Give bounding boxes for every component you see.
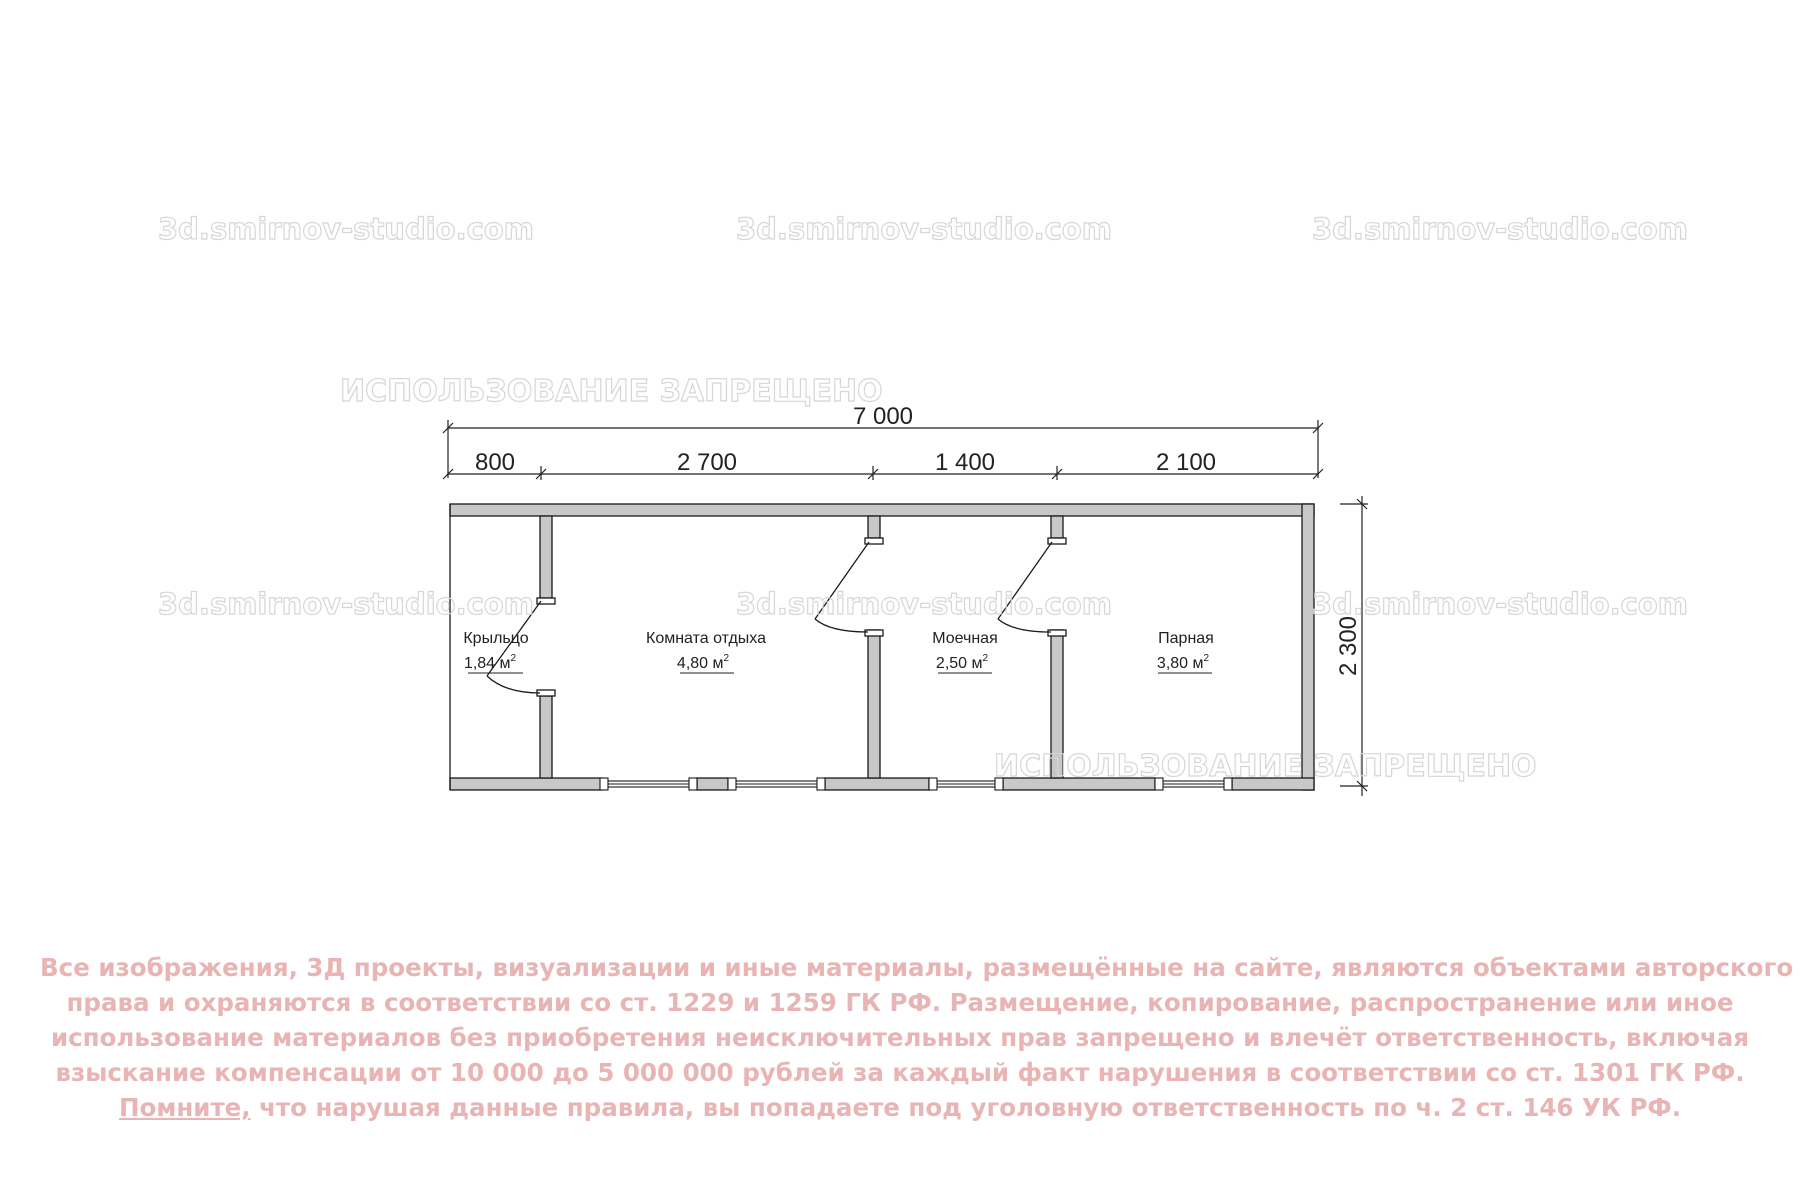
room-area: 2,50 $м^2$ [935, 653, 989, 672]
notice-line: использование материалов без приобретения неисключительных прав запрещено и влечёт ответственность, включая [50, 1023, 1750, 1052]
copyright-notice [40, 950, 1794, 1125]
room-name: Комната отдыха [646, 630, 766, 647]
watermark-url: 3d.smirnov-studio.com [1312, 587, 1688, 621]
walls [450, 504, 1314, 790]
segment-steam-label: 2 100 [1155, 449, 1217, 476]
remember-link[interactable]: Помните, [118, 1093, 251, 1122]
watermark-url: 3d.smirnov-studio.com [736, 587, 1112, 621]
room-rest [646, 630, 766, 673]
notice-line: взыскание компенсации от 10 000 до 5 000 000 рублей за каждый факт нарушения в соответствии со ст. 1301 ГК РФ. [55, 1058, 1745, 1087]
watermark-url: 3d.smirnov-studio.com [158, 587, 534, 621]
room-area: 3,80 $м^2$ [1156, 653, 1210, 672]
watermark-url: 3d.smirnov-studio.com [158, 212, 534, 246]
room-area: 1,84 $м^2$ [463, 653, 517, 672]
room-steam [1157, 630, 1214, 673]
notice-line: Все изображения, 3Д проекты, визуализации и иные материалы, размещённые на сайте, являются объектами авторского [40, 953, 1794, 982]
watermark-prohibited: ИСПОЛЬЗОВАНИЕ ЗАПРЕЩЕНО [994, 749, 1537, 784]
room-name: Крыльцо [463, 630, 529, 647]
height-label: 2 300 [1335, 615, 1362, 677]
room-porch [463, 630, 528, 673]
room-area: 4,80 $м^2$ [676, 653, 730, 672]
room-name: Моечная [932, 630, 998, 647]
porch-door-swing [487, 676, 540, 693]
notice-line: права и охраняются в соответствии со ст. 1229 и 1259 ГК РФ. Размещение, копирование, распространение или иное [66, 988, 1734, 1017]
segment-wash-label: 1 400 [934, 449, 996, 476]
notice-line: Помните, что нарушая данные правила, вы попадаете под уголовную ответственность по ч. 2 ст. 146 УК РФ. [118, 1093, 1682, 1122]
segment-rest-label: 2 700 [676, 449, 738, 476]
room-wash [932, 630, 998, 673]
room-name: Парная [1158, 630, 1214, 647]
watermark-prohibited: ИСПОЛЬЗОВАНИЕ ЗАПРЕЩЕНО [340, 374, 883, 409]
watermark-url: 3d.smirnov-studio.com [736, 212, 1112, 246]
segment-porch-label: 800 [474, 449, 516, 476]
total-width-label: 7 000 [852, 403, 914, 430]
watermark-url: 3d.smirnov-studio.com [1312, 212, 1688, 246]
